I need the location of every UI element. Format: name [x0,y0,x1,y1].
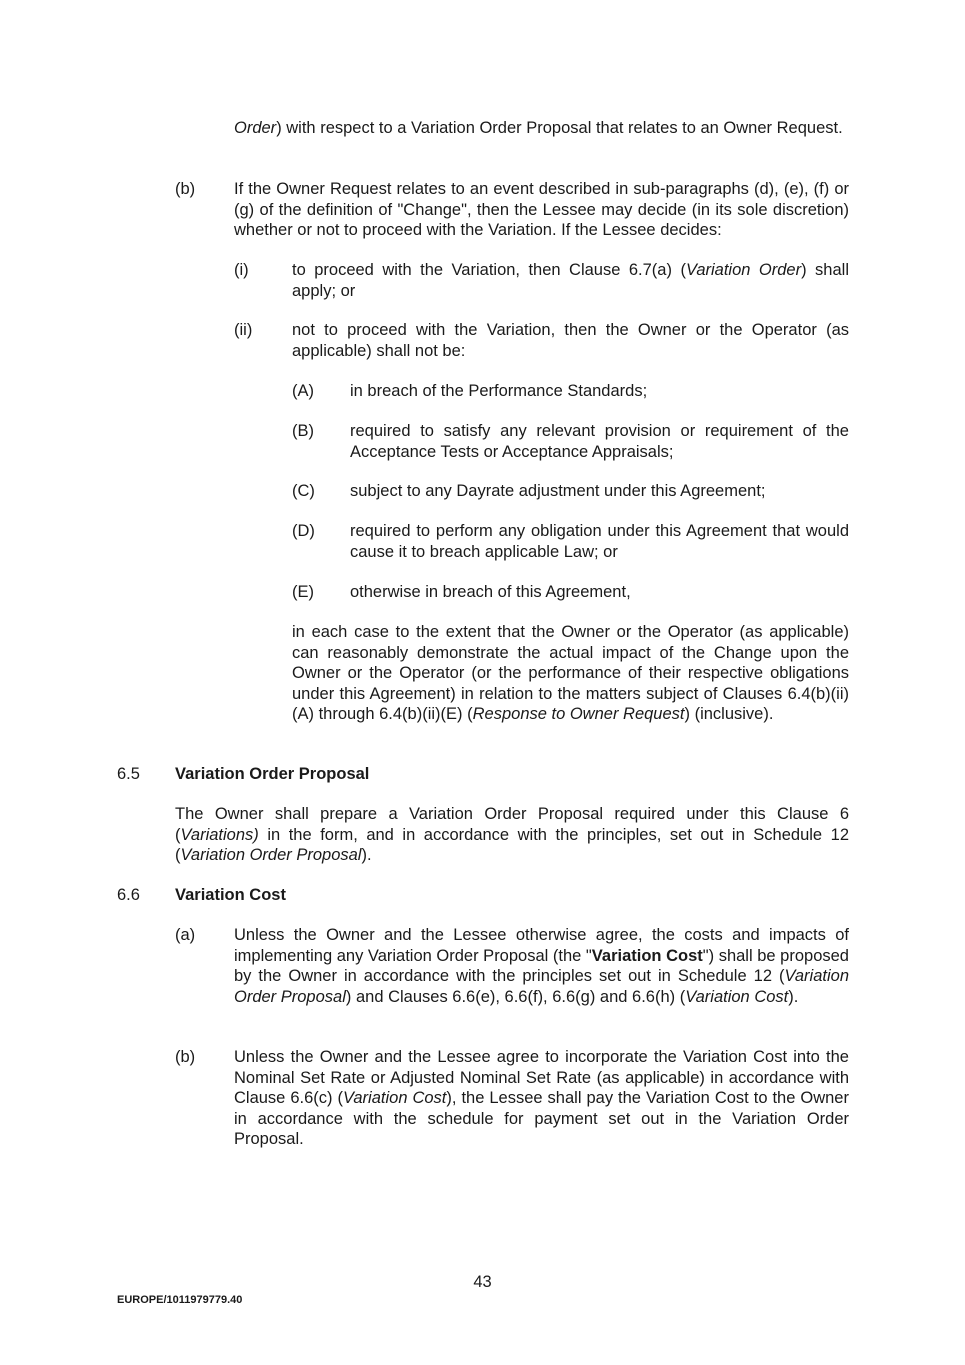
page-number: 43 [473,1273,492,1291]
s66b-i1: Variation Cost [342,1089,447,1107]
s66a-p3: ) and Clauses 6.6(e), 6.6(f), 6.6(g) and 6.6(h) ( [345,987,686,1006]
section-6-6-title: Variation Cost [175,886,286,904]
sub-item-a-label: (A) [292,382,314,400]
each-case-italic: Response to Owner Request [472,705,685,723]
s66a-p1: Unless the Owner and the Lessee otherwise agree, the costs and impacts of implementing any Variation Order Proposal (the " [234,926,849,965]
section-6-5-number: 6.5 [117,765,140,783]
item-ii-text: not to proceed with the Variation, then the Owner or the Operator (as applicable) shall not be: [292,321,849,360]
s66a-i1: Variation Order Proposal [234,967,849,1006]
item-ii-label: (ii) [234,321,253,339]
section-6-6-b-text [234,1047,849,1150]
intro-italic: Order [234,119,277,137]
s65-i2: Variation Order Proposal [180,846,362,864]
each-case-post: ) (inclusive). [684,705,774,723]
s66a-i2: Variation Cost [685,987,789,1006]
sub-item-e-label: (E) [292,583,314,601]
section-6-5-body [175,804,849,866]
sub-item-e-text: otherwise in breach of this Agreement, [350,583,631,601]
s66b-p2: ), the Lessee shall pay the Variation Cost to the Owner in accordance with the schedule for payment set out in the Variation Order Proposal. [234,1089,849,1148]
item-i-italic: Variation Order [685,261,802,279]
s65-p2: in the form, and in accordance with the principles, set out in Schedule 12 ( [175,825,849,864]
each-case-pre: in each case to the extent that the Owner or the Operator (as applicable) can reasonably demonstrate the actual impact of the Change upon the Owner or the Operator (or the performance of their respective obligations under this Agreement) in relation to the matters subject of Clauses 6.4(b)(ii)(A) through 6.4(b)(ii)(E) ( [292,623,849,723]
item-i-post: ) shall apply; or [292,261,849,300]
sub-item-b-label: (B) [292,422,314,440]
each-case-paragraph [292,622,849,725]
sub-item-b-text: required to satisfy any relevant provision or requirement of the Acceptance Tests or Acceptance Appraisals; [350,422,849,461]
section-6-6-a-text [234,925,849,1007]
section-6-6-number: 6.6 [117,886,140,904]
section-6-6-b-label: (b) [175,1048,196,1066]
sub-item-c-label: (C) [292,482,315,500]
sub-item-d-text: required to perform any obligation under this Agreement that would cause it to breach applicable Law; or [350,522,849,561]
item-i-text [292,260,849,301]
section-6-6-a-label: (a) [175,926,196,944]
s66a-bold: Variation Cost [591,946,703,965]
s66a-p4: ). [788,987,799,1006]
sub-item-d-label: (D) [292,522,315,540]
para-b-label: (b) [175,180,196,198]
s66a-p2: ") shall be proposed by the Owner in accordance with the principles set out in Schedule 12 ( [234,946,849,985]
s66b-p1: Unless the Owner and the Lessee agree to incorporate the Variation Cost into the Nominal Set Rate or Adjusted Nominal Set Rate (as applicable) in accordance with Clause 6.6(c) ( [234,1048,849,1107]
para-b-text: If the Owner Request relates to an event described in sub-paragraphs (d), (e), (f) or (g) of the definition of "Change", then the Lessee may decide (in its sole discretion) whether or not to proceed with the Variation. If the Lessee decides: [234,180,849,239]
s65-p1: The Owner shall prepare a Variation Order Proposal required under this Clause 6 ( [175,805,849,844]
item-i-label: (i) [234,261,249,279]
item-i-pre: to proceed with the Variation, then Clause 6.7(a) ( [292,261,686,279]
document-reference: EUROPE/1011979779.40 [117,1294,243,1306]
intro-text: ) with respect to a Variation Order Proposal that relates to an Owner Request. [276,119,843,137]
s65-p3: ). [361,846,372,864]
s65-i1: Variations) [180,825,259,844]
section-6-5-title: Variation Order Proposal [175,765,370,783]
sub-item-c-text: subject to any Dayrate adjustment under this Agreement; [350,482,766,500]
intro-paragraph [234,118,849,139]
sub-item-a-text: in breach of the Performance Standards; [350,382,648,400]
